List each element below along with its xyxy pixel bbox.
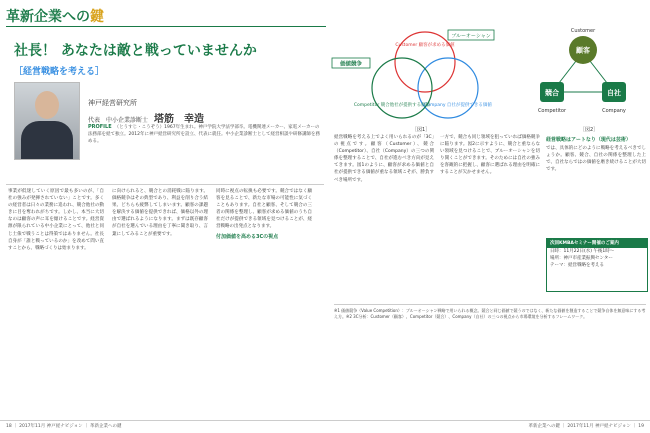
- seminar-title: 次回KMBAセミナー開催のご案内: [547, 239, 647, 248]
- institute-name: 神戸経営研究所: [88, 99, 137, 107]
- svg-text:顧客: 顧客: [576, 46, 590, 55]
- section-heading-art: 経営戦略はアートなり（現代は芸術）: [546, 137, 631, 143]
- svg-text:Customer: Customer: [570, 28, 596, 34]
- svg-text:Company: Company: [602, 108, 626, 114]
- series-header: [6, 6, 326, 27]
- author-name: 塔筋 幸造: [154, 114, 205, 125]
- svg-text:Competitor: Competitor: [537, 108, 567, 114]
- company-circle: [418, 58, 478, 118]
- seminar-theme: テーマ：経営戦略を考える: [550, 263, 604, 268]
- fig1-title: 価値競争: [339, 61, 363, 68]
- svg-text:自社: 自社: [607, 89, 621, 97]
- figure-2-caption: ［図2］: [580, 127, 599, 133]
- author-row: [88, 110, 204, 125]
- author-profile: PROFILE （とうすじ・こうぞう）1967年生まれ。神戸学院大学法学部卒。電機関連メーカー、家電メーカーの法務部を経て独立。2012年に神戸経営研究所を設立、代表に就任。中小企業診断士として経営相談や研修講師を務める。: [88, 124, 320, 144]
- right-column-2: 一方で、競合も同じ領域を狙っていれば価格競争に陥ります。図2に示すように、競合と重ならない領域を見つけることで、ブルーオーシャンを切り開くことができます。そのためには自社の強みを客観的に把握し、顧客に選ばれる理由を明確にすることが欠かせません。: [440, 135, 540, 176]
- figure-1-venn-diagram: [330, 24, 510, 126]
- fig1-competitor-label: Competitor 競合他社が提供する価値: [353, 103, 431, 108]
- body-column-1: 事業が低迷していく原因で最も多いのが、「自社の強みが発揮されていない」ことです。多くの経営者は日々の業務に追われ、競合他社の動きに目を奪われがちです。しかし、本当に大切なのは顧客の声に耳を傾けることです。経営資源が限られている中小企業にとって、他社と同じ土俵で戦うことは得策ではありません。社長自身が「誰と戦っているのか」を改めて問い直すことから、戦略づくりは始まります。: [8, 189, 104, 251]
- footer-right: 革新企業への鍵 ｜ 2017年11月 神戸経ナビジョン ｜ 19: [528, 424, 644, 429]
- footer-left: 18 ｜ 2017年11月 神戸経ナビジョン ｜ 革新企業への鍵: [6, 424, 122, 429]
- seminar-date: 日時：11月22日(水) 午後1時〜: [550, 249, 615, 254]
- profile-label: PROFILE: [88, 124, 112, 130]
- right-column-3: 経営戦略はアートなり（現代は芸術） では、具体的にどのように戦略を考えるべきでしょうか。顧客、競合、自社の関係を整理した上で、自社ならではの価値を磨き続けることが大切です。: [546, 137, 646, 173]
- author-role: 代表 中小企業診断士: [88, 117, 149, 124]
- fig1-company-label: Company 自社が提供できる価値: [424, 103, 492, 108]
- seminar-venue: 場所：神戸市産業振興センター: [550, 256, 613, 261]
- figure-2-triangle-diagram: [520, 24, 646, 126]
- article-title: 社長！ あなたは敵と戦っていませんか: [14, 43, 257, 59]
- seminar-box: [546, 238, 648, 292]
- customer-circle: [395, 32, 455, 92]
- body-column-3: 同時に視点の転換も必要です。競合ではなく顧客を見ることで、新たな市場の可能性に気づくこともあります。自社と顧客、そして競合の三者の関係を整理し、顧客が求める価値のうち自社だけが提供できる領域を見つけることが、経営戦略の出発点となります。 付加価値を高める3Cの視点: [216, 189, 312, 240]
- footnotes: ※1 価値競争（Value Competition）：ブルーオーシャン戦略で用いられる概念。競合と同じ価値で競うのではなく、新たな価値を創造することで競争自体を無意味にする考え方。※2 3C分析：Customer（顧客）、Competitor（競合）、Company（自社）の三つの視点から市場環境を分析するフレームワーク。: [334, 304, 646, 321]
- page-footer: [0, 420, 650, 433]
- section-heading: 付加価値を高める3Cの視点: [216, 233, 279, 240]
- competitor-circle: [372, 58, 432, 118]
- figure-1-caption: ［図1］: [412, 127, 431, 133]
- author-photo: [14, 82, 80, 160]
- fig1-blue-ocean-label: ブルーオーシャン: [451, 33, 491, 40]
- svg-text:競合: 競合: [545, 89, 559, 97]
- series-label: 革新企業への鍵: [6, 9, 104, 25]
- divider: [6, 184, 324, 185]
- body-column-2: に向けられると、競合との消耗戦に陥ります。価格競争はその典型であり、利益を削り合う結果、どちらも疲弊してしまいます。顧客の課題を解決する価値を提供できれば、価格以外の理由で選ばれるようになります。まずは既存顧客が自社を選んでいる理由を丁寧に聞き取り、言葉にしてみることが重要です。: [112, 189, 208, 237]
- article-subtitle: ［経営戦略を考える］: [14, 67, 105, 77]
- right-column-1: 経営戦略を考える上でよく用いられるのが「3C」の視点です。顧客（Customer）、競合（Competitor）、自社（Company）の三つの関係を整理することで、自社が進むべき方向が見えてきます。図1のように、顧客が求める価値と自社が提供できる価値が重なる領域こそが、勝負すべき場所です。: [334, 135, 434, 183]
- fig1-customer-label: Customer 顧客が求める価値: [395, 43, 455, 48]
